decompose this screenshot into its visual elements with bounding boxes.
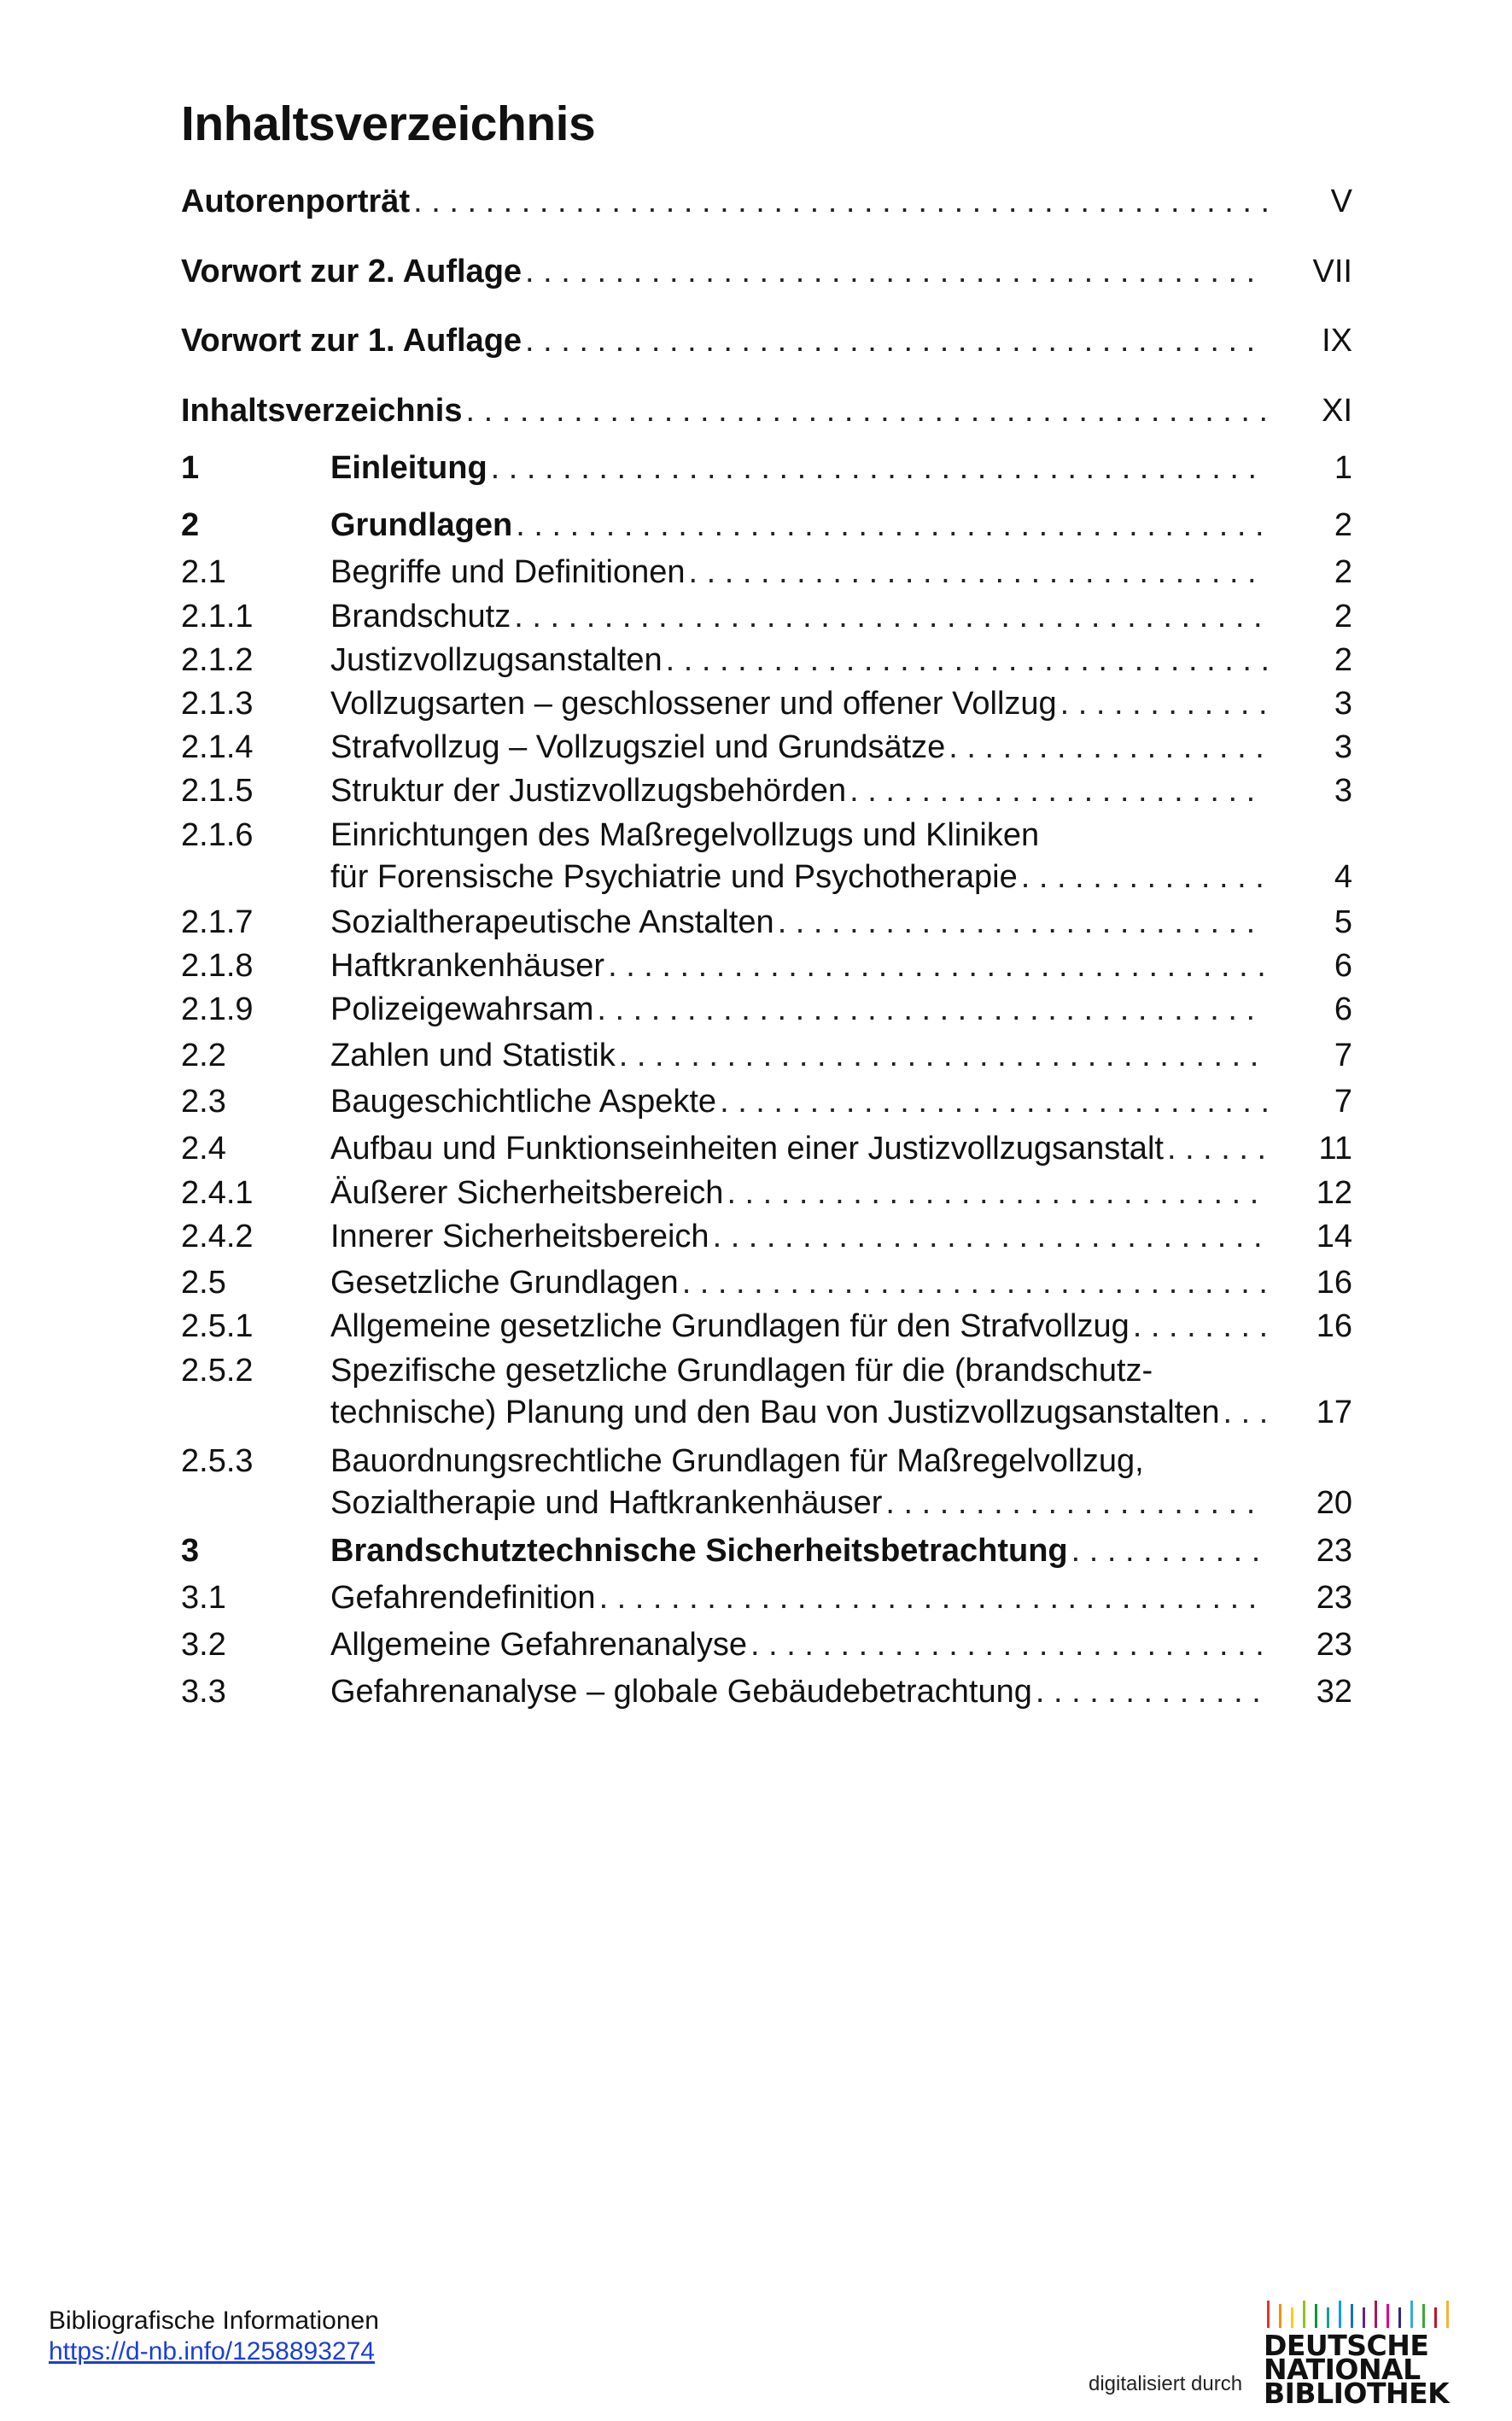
toc-entry-title: Vollzugsarten – geschlossener und offener Vollzug [330, 686, 1057, 722]
toc-leader-dots [682, 1263, 1267, 1302]
toc-entry-title: Allgemeine gesetzliche Grundlagen für den Strafvollzug [330, 1308, 1130, 1344]
toc-entry-number: 1 [181, 450, 200, 486]
toc-entry-title: Autorenporträt [181, 184, 411, 219]
logo-bar [1327, 2307, 1329, 2328]
toc-entry-page: 20 [1316, 1485, 1352, 1521]
toc-entry-number: 3.3 [181, 1674, 226, 1710]
toc-entry-title-line1: Spezifische gesetzliche Grundlagen für die (brandschutz- [330, 1353, 1153, 1389]
toc-leader-dots [516, 506, 1267, 545]
logo-bar [1315, 2304, 1317, 2328]
toc-entry-number: 2.1.1 [181, 599, 254, 634]
logo-bar [1339, 2301, 1341, 2328]
logo-bar [1434, 2307, 1437, 2328]
logo-bar [1422, 2304, 1425, 2328]
toc-entry-page: 23 [1316, 1533, 1352, 1569]
toc-entry-title: Sozialtherapeutische Anstalten [330, 904, 774, 940]
toc-entry-title: technische) Planung und den Bau von Justizvollzugsanstalten [330, 1395, 1220, 1430]
toc-entry-page: V [1330, 184, 1352, 219]
toc-leader-dots [1167, 1129, 1267, 1168]
toc-entry-number: 2.1.6 [181, 817, 254, 853]
logo-bar [1410, 2301, 1413, 2328]
page-title: Inhaltsverzeichnis [181, 96, 596, 151]
toc-leader-dots [1133, 1307, 1267, 1346]
toc-leader-dots [599, 1578, 1267, 1617]
toc-entry-number: 2.5.3 [181, 1443, 254, 1479]
logo-bar [1291, 2307, 1293, 2328]
toc-entry-page: 5 [1334, 904, 1352, 940]
logo-bar [1267, 2301, 1270, 2328]
toc-leader-dots [713, 1217, 1267, 1256]
logo-bar [1363, 2307, 1365, 2328]
toc-entry-page: 11 [1318, 1131, 1352, 1167]
toc-entry-number: 2 [181, 507, 200, 543]
toc-entry-title: Zahlen und Statistik [330, 1038, 616, 1073]
toc-leader-dots [778, 903, 1267, 942]
toc-entry-title: Polizeigewahrsam [330, 991, 594, 1027]
toc-entry-title: Allgemeine Gefahrenanalyse [330, 1627, 747, 1663]
toc-entry-number: 2.5.2 [181, 1353, 254, 1389]
toc-leader-dots [525, 252, 1267, 291]
toc-entry-page: 2 [1334, 642, 1352, 678]
toc-entry-page: 6 [1334, 948, 1352, 984]
logo-word-bibliothek: BIBLIOTHEK [1264, 2377, 1450, 2410]
toc-entry-title: Gefahrenanalyse – globale Gebäudebetrachtung [330, 1674, 1032, 1710]
toc-leader-dots [849, 771, 1267, 810]
toc-entry-title: Inhaltsverzeichnis [181, 393, 463, 429]
toc-entry-number: 2.1.3 [181, 686, 254, 722]
bibliographic-label: Bibliografische Informationen [49, 2307, 379, 2335]
toc-entry-number: 2.5.1 [181, 1308, 254, 1344]
toc-entry-page: 3 [1334, 729, 1352, 765]
toc-entry-number: 2.1.5 [181, 773, 254, 809]
toc-leader-dots [1060, 684, 1267, 723]
toc-entry-page: 16 [1316, 1265, 1352, 1301]
toc-entry-number: 2.3 [181, 1084, 226, 1120]
toc-leader-dots [1071, 1531, 1267, 1570]
toc-entry-title: Strafvollzug – Vollzugsziel und Grundsätze [330, 729, 946, 765]
toc-entry-number: 2.1.2 [181, 642, 254, 678]
toc-entry-number: 2.1.7 [181, 904, 254, 940]
toc-entry-title: für Forensische Psychiatrie und Psychotherapie [330, 859, 1018, 895]
toc-entry-page: 3 [1334, 773, 1352, 809]
logo-word-national: NATIONAL [1264, 2353, 1421, 2386]
toc-entry-page: 17 [1316, 1395, 1352, 1430]
toc-entry-title: Grundlagen [330, 507, 513, 543]
toc-entry-title: Haftkrankenhäuser [330, 948, 605, 984]
toc-entry-title: Justizvollzugsanstalten [330, 642, 663, 678]
toc-entry-title: Brandschutztechnische Sicherheitsbetrachtung [330, 1533, 1068, 1569]
toc-entry-title: Einleitung [330, 450, 487, 486]
table-of-contents [181, 0, 1352, 1793]
toc-entry-number: 2.5 [181, 1265, 226, 1301]
toc-entry-title: Brandschutz [330, 599, 511, 634]
toc-entry-number: 2.1.9 [181, 991, 254, 1027]
dnb-logo [1264, 2297, 1464, 2408]
toc-entry-title-line1: Bauordnungsrechtliche Grundlagen für Maßregelvollzug, [330, 1443, 1144, 1479]
logo-bar [1375, 2301, 1377, 2328]
toc-entry-number: 2.1 [181, 554, 226, 590]
toc-leader-dots [608, 946, 1267, 985]
toc-entry-page: 7 [1334, 1038, 1352, 1073]
toc-entry-number: 2.1.4 [181, 729, 254, 765]
toc-leader-dots [720, 1082, 1267, 1121]
toc-entry-number: 2.1.8 [181, 948, 254, 984]
toc-entry-page: 32 [1316, 1674, 1352, 1710]
toc-leader-dots [688, 553, 1267, 592]
logo-bar [1398, 2307, 1401, 2328]
toc-entry-page: IX [1322, 323, 1352, 359]
toc-leader-dots [1036, 1672, 1267, 1711]
toc-entry-page: 7 [1334, 1084, 1352, 1120]
toc-entry-title: Vorwort zur 2. Auflage [181, 254, 522, 289]
toc-leader-dots [525, 321, 1267, 360]
toc-entry-page: 16 [1316, 1308, 1352, 1344]
toc-entry-title: Begriffe und Definitionen [330, 554, 686, 590]
toc-entry-page: 2 [1334, 599, 1352, 634]
logo-bar [1279, 2304, 1281, 2328]
toc-entry-number: 3.1 [181, 1580, 226, 1616]
toc-leader-dots [597, 990, 1267, 1029]
toc-leader-dots [727, 1173, 1267, 1213]
toc-leader-dots [949, 728, 1267, 767]
toc-entry-title-line1: Einrichtungen des Maßregelvollzugs und Kliniken [330, 817, 1040, 853]
toc-entry-title: Äußerer Sicherheitsbereich [330, 1175, 724, 1211]
toc-entry-number: 2.4 [181, 1131, 226, 1167]
toc-entry-title: Innerer Sicherheitsbereich [330, 1219, 709, 1254]
toc-entry-page: 6 [1334, 991, 1352, 1027]
toc-entry-number: 2.4.2 [181, 1219, 254, 1254]
logo-bar [1386, 2304, 1389, 2328]
digitalized-by-label: digitalisiert durch [1089, 2372, 1243, 2395]
toc-entry-title: Baugeschichtliche Aspekte [330, 1084, 717, 1120]
toc-entry-number: 3 [181, 1533, 200, 1569]
dnb-credit-block [1089, 2297, 1464, 2408]
toc-leader-dots [666, 640, 1267, 680]
toc-entry-page: 1 [1334, 450, 1352, 486]
toc-entry-page: 4 [1334, 859, 1352, 895]
toc-entry-page: XI [1322, 393, 1352, 429]
toc-entry-number: 2.4.1 [181, 1175, 254, 1211]
toc-leader-dots [1223, 1393, 1267, 1432]
toc-entry-title: Sozialtherapie und Haftkrankenhäuser [330, 1485, 883, 1521]
toc-leader-dots [465, 391, 1267, 430]
logo-bar [1351, 2304, 1353, 2328]
toc-entry-page: 2 [1334, 507, 1352, 543]
toc-entry-title: Gesetzliche Grundlagen [330, 1265, 679, 1301]
toc-entry-page: 14 [1316, 1219, 1352, 1254]
toc-entry-number: 2.2 [181, 1038, 226, 1073]
toc-entry-title: Struktur der Justizvollzugsbehörden [330, 773, 847, 809]
toc-entry-page: 2 [1334, 554, 1352, 590]
toc-leader-dots [413, 182, 1267, 221]
toc-leader-dots [491, 448, 1267, 488]
toc-leader-dots [514, 597, 1267, 636]
toc-entry-page: 12 [1316, 1175, 1352, 1211]
toc-entry-page: 23 [1316, 1627, 1352, 1663]
bibliographic-link[interactable]: https://d-nb.info/1258893274 [49, 2337, 375, 2365]
bibliographic-info [49, 2306, 379, 2367]
toc-entry-title: Aufbau und Funktionseinheiten einer Justizvollzugsanstalt [330, 1131, 1164, 1167]
toc-leader-dots [750, 1625, 1267, 1664]
toc-leader-dots [619, 1036, 1267, 1075]
toc-entry-number: 3.2 [181, 1627, 226, 1663]
toc-entry-title: Vorwort zur 1. Auflage [181, 323, 522, 359]
logo-bar [1303, 2301, 1305, 2328]
logo-bar [1446, 2301, 1449, 2328]
toc-leader-dots [1021, 857, 1267, 897]
toc-entry-page: 3 [1334, 686, 1352, 722]
toc-entry-page: 23 [1316, 1580, 1352, 1616]
toc-entry-page: VII [1312, 254, 1352, 289]
dnb-logo-bars-icon [1264, 2297, 1464, 2331]
logo-word-deutsche: DEUTSCHE [1264, 2329, 1429, 2362]
toc-entry-title: Gefahrendefinition [330, 1580, 596, 1616]
toc-leader-dots [885, 1483, 1267, 1523]
